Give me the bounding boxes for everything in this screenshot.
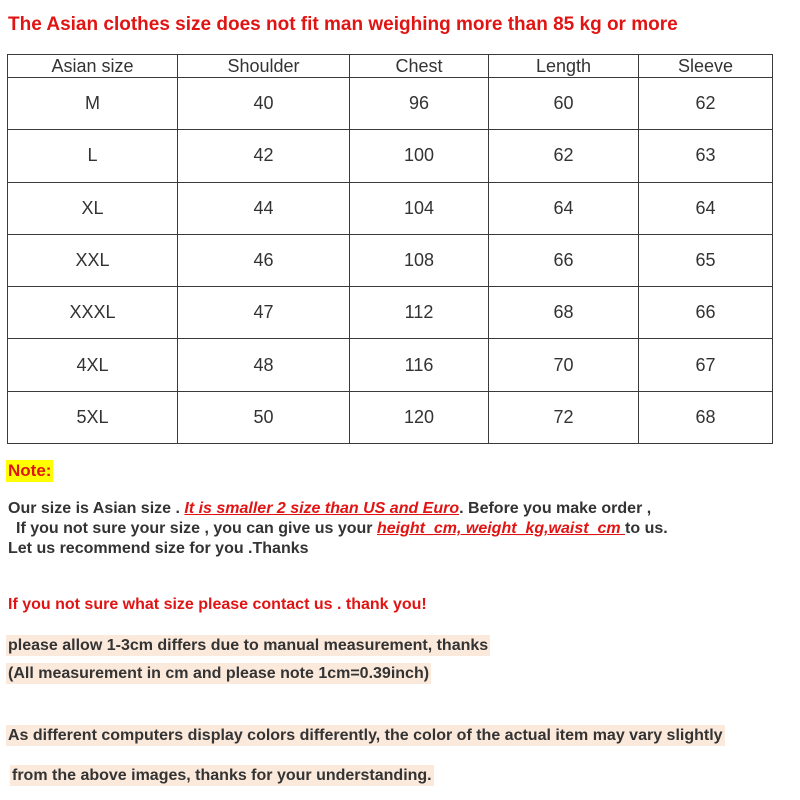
table-cell: 42: [178, 130, 350, 182]
table-cell: 66: [489, 234, 639, 286]
table-cell: 72: [489, 391, 639, 443]
table-cell: 104: [350, 182, 489, 234]
measurement-note-text-1: please allow 1-3cm differs due to manual measurement, thanks: [8, 637, 489, 654]
table-cell: 64: [639, 182, 773, 234]
measurement-note-line-2: [6, 665, 431, 683]
table-cell: 4XL: [8, 339, 178, 391]
color-disclaimer-line-1: [6, 727, 725, 745]
table-cell: 46: [178, 234, 350, 286]
size-chart-table: [7, 54, 773, 444]
table-cell: 108: [350, 234, 489, 286]
table-row: [8, 182, 773, 234]
column-header-asian-size: Asian size: [8, 55, 178, 78]
note-label: Note:: [8, 461, 52, 480]
table-cell: 120: [350, 391, 489, 443]
table-cell: 112: [350, 287, 489, 339]
table-cell: 66: [639, 287, 773, 339]
table-cell: 5XL: [8, 391, 178, 443]
color-disclaimer-text-2: from the above images, thanks for your understanding.: [12, 767, 432, 784]
note-line-1-text-a: Our size is Asian size .: [8, 500, 185, 517]
column-header-shoulder: Shoulder: [178, 55, 350, 78]
contact-message: If you not sure what size please contact us . thank you!: [8, 596, 427, 613]
note-line-3: Let us recommend size for you .Thanks: [8, 540, 309, 557]
table-cell: 62: [489, 130, 639, 182]
table-cell: 62: [639, 78, 773, 130]
table-cell: 70: [489, 339, 639, 391]
table-cell: 63: [639, 130, 773, 182]
note-line-1-text-b: . Before you make order ,: [459, 500, 652, 517]
table-cell: 100: [350, 130, 489, 182]
table-cell: M: [8, 78, 178, 130]
table-row: [8, 130, 773, 182]
measurements-emphasis: height_cm, weight_kg,waist_cm: [376, 520, 626, 537]
table-cell: 116: [350, 339, 489, 391]
color-disclaimer-line-2: [10, 767, 434, 785]
column-header-length: Length: [489, 55, 639, 78]
measurement-note-line-1: [6, 637, 490, 655]
table-cell: 47: [178, 287, 350, 339]
measurement-note-text-2: (All measurement in cm and please note 1cm=0.39inch): [8, 665, 430, 682]
table-cell: 68: [639, 391, 773, 443]
size-warning-heading: The Asian clothes size does not fit man weighing more than 85 kg or more: [8, 14, 678, 35]
note-line-2-text-b: to us.: [625, 520, 668, 537]
table-cell: XL: [8, 182, 178, 234]
table-cell: 65: [639, 234, 773, 286]
table-cell: 60: [489, 78, 639, 130]
table-cell: 64: [489, 182, 639, 234]
column-header-chest: Chest: [350, 55, 489, 78]
table-cell: 40: [178, 78, 350, 130]
table-cell: 68: [489, 287, 639, 339]
table-row: [8, 234, 773, 286]
note-line-1: [8, 500, 651, 518]
note-line-2-text-a: If you not sure your size , you can give us your: [16, 520, 377, 537]
table-cell: 48: [178, 339, 350, 391]
column-header-sleeve: Sleeve: [639, 55, 773, 78]
table-cell: XXXL: [8, 287, 178, 339]
table-cell: 44: [178, 182, 350, 234]
table-header-row: [8, 55, 773, 78]
table-row: [8, 339, 773, 391]
table-cell: 67: [639, 339, 773, 391]
table-cell: XXL: [8, 234, 178, 286]
table-cell: 96: [350, 78, 489, 130]
table-cell: 50: [178, 391, 350, 443]
table-row: [8, 78, 773, 130]
color-disclaimer-text-1: As different computers display colors differently, the color of the actual item may vary slightly: [8, 727, 723, 744]
size-difference-emphasis: It is smaller 2 size than US and Euro: [184, 500, 460, 517]
table-row: [8, 391, 773, 443]
table-row: [8, 287, 773, 339]
table-cell: L: [8, 130, 178, 182]
note-line-2: [16, 520, 668, 538]
